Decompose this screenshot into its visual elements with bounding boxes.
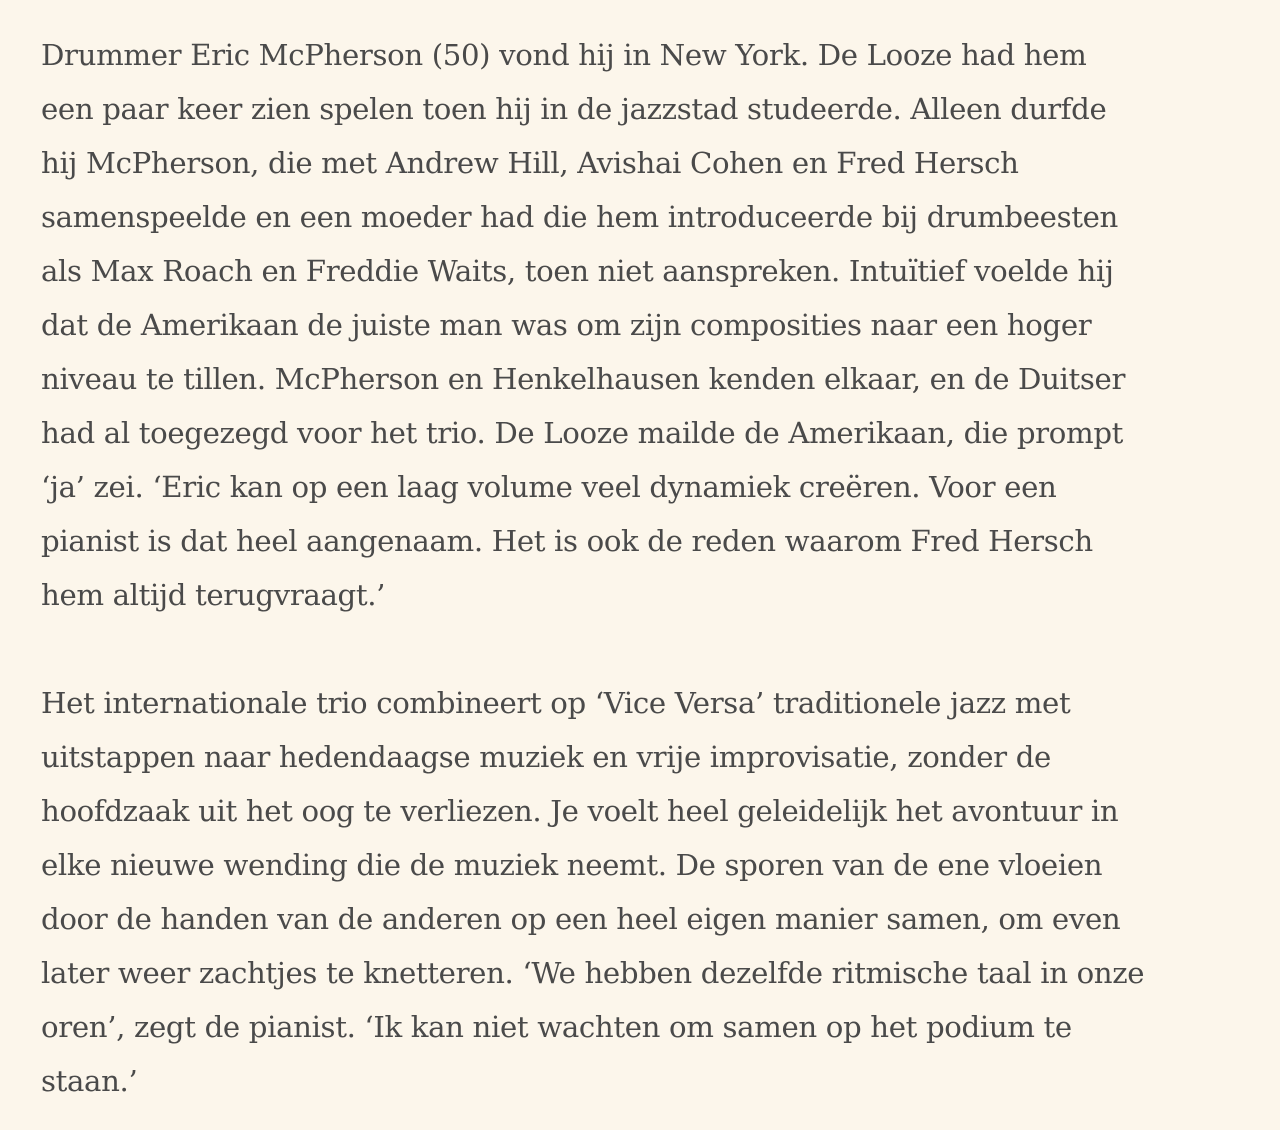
text-line: Het internationale trio combineert op ‘Vice Versa’ traditionele jazz met [41,686,1071,720]
text-line: oren’, zegt de pianist. ‘Ik kan niet wachten om samen op het podium te [41,1010,1072,1044]
text-line: uitstappen naar hedendaagse muziek en vrije improvisatie, zonder de [41,740,1051,774]
text-line: hoofdzaak uit het oog te verliezen. Je voelt heel geleidelijk het avontuur in [41,794,1119,828]
text-line: had al toegezegd voor het trio. De Looze mailde de Amerikaan, die prompt [41,416,1124,450]
text-line: samenspeelde en een moeder had die hem introduceerde bij drumbeesten [41,200,1118,234]
text-line: een paar keer zien spelen toen hij in de jazzstad studeerde. Alleen durfde [41,92,1107,126]
text-line: Drummer Eric McPherson (50) vond hij in New York. De Looze had hem [41,38,1087,72]
text-line: door de handen van de anderen op een heel eigen manier samen, om even [41,902,1121,936]
text-line: ‘ja’ zei. ‘Eric kan op een laag volume veel dynamiek creëren. Voor een [41,470,1057,504]
paragraph-2 [41,676,1250,1108]
text-line: dat de Amerikaan de juiste man was om zijn composities naar een hoger [41,308,1092,342]
text-line: staan.’ [41,1064,138,1098]
text-line: niveau te tillen. McPherson en Henkelhausen kenden elkaar, en de Duitser [41,362,1126,396]
text-line: hij McPherson, die met Andrew Hill, Avishai Cohen en Fred Hersch [41,146,1019,180]
text-line: elke nieuwe wending die de muziek neemt. De sporen van de ene vloeien [41,848,1103,882]
text-line: hem altijd terugvraagt.’ [41,578,386,612]
text-line: later weer zachtjes te knetteren. ‘We hebben dezelfde ritmische taal in onze [41,956,1145,990]
text-line: pianist is dat heel aangenaam. Het is ook de reden waarom Fred Hersch [41,524,1093,558]
text-line: als Max Roach en Freddie Waits, toen niet aanspreken. Intuïtief voelde hij [41,254,1114,288]
paragraph-1 [41,28,1250,622]
